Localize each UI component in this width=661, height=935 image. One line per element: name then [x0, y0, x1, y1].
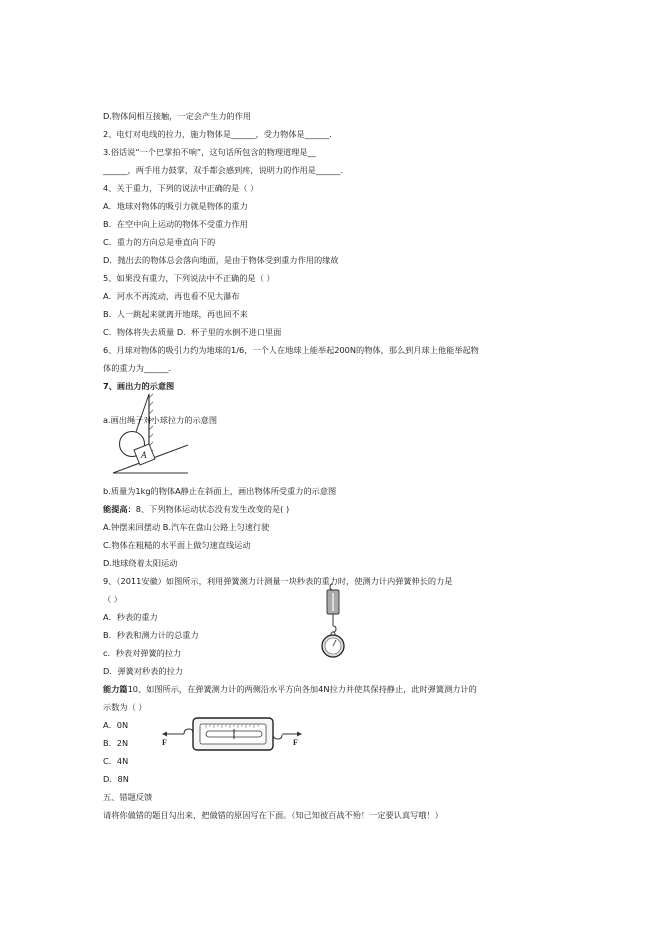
line-q8-ab: A.钟摆来回摆动 B.汽车在盘山公路上匀速行驶 — [103, 522, 270, 532]
line-q2: 2、电灯对电线的拉力，施力物体是______，受力物体是______. — [103, 129, 332, 139]
line-q10-d: D．8N — [103, 774, 129, 784]
line-q4-b: B．在空中向上运动的物体不受重力作用 — [103, 219, 248, 229]
bottom-hook — [333, 626, 336, 632]
line-q9-c: c．秒表对弹簧的拉力 — [103, 648, 182, 658]
line-q8-c: C.物体在粗糙的水平面上做匀速直线运动 — [103, 540, 251, 550]
left-force-label: F — [162, 738, 167, 747]
left-hook — [184, 729, 193, 734]
block-a-label: A — [141, 450, 147, 460]
line-q4-c: C．重力的方向总是垂直向下的 — [103, 237, 216, 247]
section-tag-ability: 能力篇 — [103, 684, 128, 694]
line-q9-a: A．秒表的重力 — [103, 612, 158, 622]
line-q10 — [103, 683, 477, 695]
right-force-label: F — [293, 738, 298, 747]
right-hook — [273, 734, 282, 739]
line-section-5-text: 请将你做错的题目勾出来，把做错的原因写在下面。（知己知彼百战不殆！一定要认真写哦！） — [103, 810, 443, 820]
line-q5-a: A．河水不再流动，再也看不见大瀑布 — [103, 291, 240, 301]
left-arrowhead — [162, 732, 167, 737]
right-arrowhead — [297, 732, 302, 737]
line-q4-a: A．地球对物体的吸引力就是物体的重力 — [103, 201, 248, 211]
line-q9: 9、（2011安徽）如图所示，利用弹簧测力计测量一块秒表的重力时，使测力计内弹簧伸长的力是 — [103, 576, 453, 586]
line-q10-cont: 示数为（ ） — [103, 702, 147, 712]
line-q4: 4、关于重力，下列的说法中正确的是（ ） — [103, 183, 259, 193]
line-q7-a: a.画出绳子对小球拉力的示意图 — [103, 415, 218, 425]
line-q7-b: b.质量为1kg的物体A静止在斜面上，画出物体所受重力的示意图 — [103, 486, 337, 496]
line-q5-b: B．人一跳起来就离开地球，再也回不来 — [103, 309, 248, 319]
line-q10-b: B．2N — [103, 738, 129, 748]
q8-text: 8、下列物体运动状态没有发生改变的是( ) — [135, 504, 290, 514]
rope-line — [136, 394, 149, 432]
horizontal-spring-scale-figure — [158, 712, 306, 756]
line-q3: 3.俗话说“一个巴掌拍不响”，这句话所包含的物理道理是__ — [103, 147, 316, 157]
line-q3-cont: ______，两手用力鼓掌，双手都会感到疼，说明力的作用是______. — [103, 165, 344, 175]
section-tag-improve: 能提高： — [103, 504, 136, 514]
spring-scale-stopwatch-figure — [313, 582, 353, 660]
line-q5: 5、如果没有重力，下列说法中不正确的是（ ） — [103, 273, 275, 283]
line-section-5: 五、错题反馈 — [103, 792, 153, 802]
line-q5-cd: C．物体将失去质量 D．杯子里的水倒不进口里面 — [103, 327, 282, 337]
line-q9-b: B．秒表和测力计的总重力 — [103, 630, 199, 640]
top-hook — [330, 584, 333, 590]
incline-figure — [111, 428, 191, 476]
line-q6: 6、月球对物体的吸引力约为地球的1/6，一个人在地球上能举起200N的物体，那么到月球上他能举起物 — [103, 345, 479, 355]
line-q7: 7、画出力的示意图 — [103, 381, 175, 391]
line-q4-d: D．抛出去的物体总会落向地面，是由于物体受到重力作用的缘故 — [103, 255, 339, 265]
line-q10-c: C．4N — [103, 756, 129, 766]
line-q8-d: D.地球绕着太阳运动 — [103, 558, 178, 568]
q10-text: 10、如图所示，在弹簧测力计的两侧沿水平方向各加4N拉力并使其保持静止，此时弹簧测力计的 — [127, 684, 477, 694]
line-q9-d: D．弹簧对秒表的拉力 — [103, 666, 183, 676]
line-q9-paren: （ ） — [103, 594, 122, 604]
line-q8 — [103, 503, 289, 515]
line-q1-d: D.物体间相互接触，一定会产生力的作用 — [103, 111, 252, 121]
line-q10-a: A．0N — [103, 720, 129, 730]
line-q6-cont: 体的重力为______. — [103, 363, 172, 373]
